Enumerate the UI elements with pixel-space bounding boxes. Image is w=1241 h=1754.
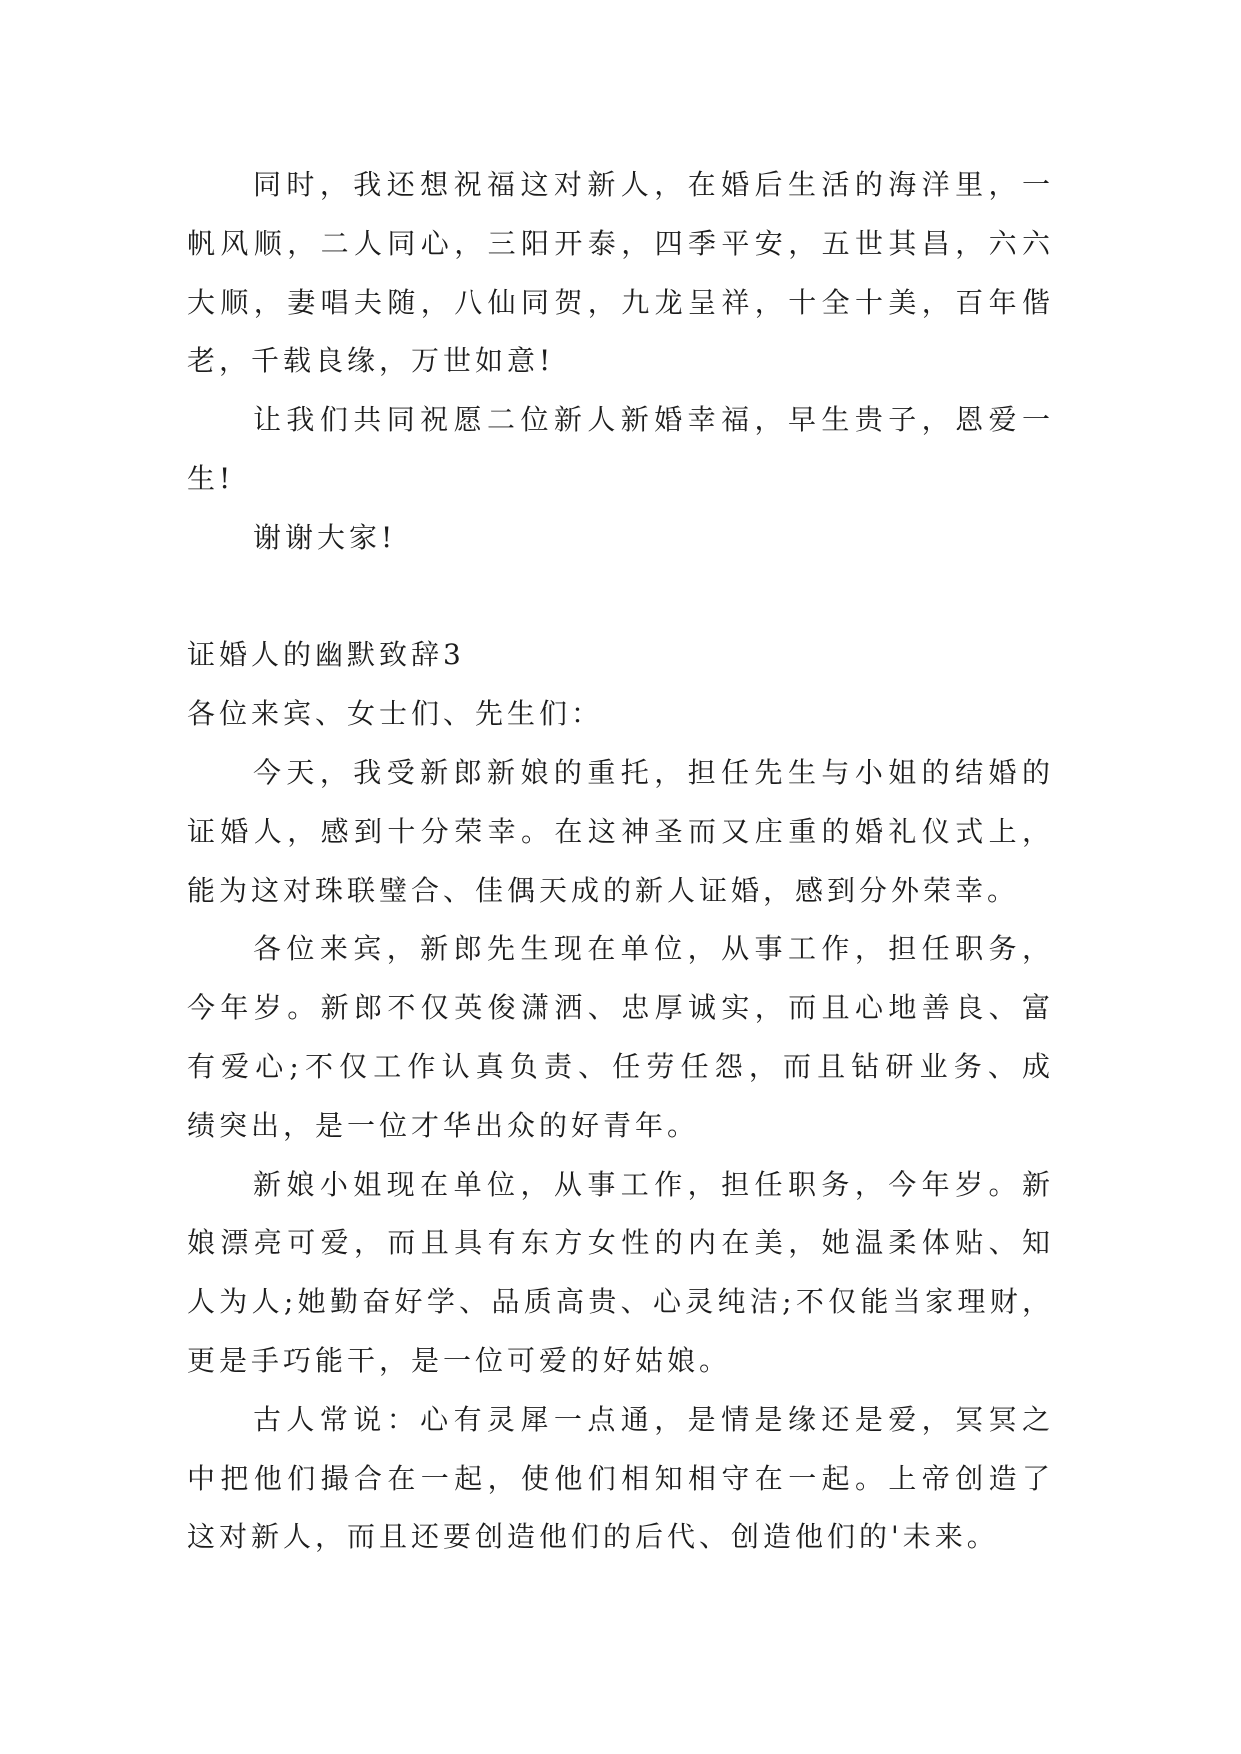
paragraph-destiny [187,1391,1054,1567]
paragraph-bride [187,1156,1054,1391]
paragraph-line: 帆风顺，二人同心，三阳开泰，四季平安，五世其昌，六六 [187,226,1054,260]
salutation: 各位来宾、女士们、先生们： [187,697,604,731]
paragraph-line: 今天，我受新郎新娘的重托，担任先生与小姐的结婚的 [253,755,1054,789]
paragraph-thanks [187,509,1054,568]
paragraph-line: 更是手巧能干，是一位可爱的好姑娘。 [187,1343,732,1377]
paragraph-line: 新娘小姐现在单位，从事工作，担任职务，今年岁。新 [253,1167,1054,1201]
paragraph-line: 今年岁。新郎不仅英俊潇洒、忠厚诚实，而且心地善良、富 [187,991,1054,1025]
paragraph-line: 让我们共同祝愿二位新人新婚幸福，早生贵子，恩爱一 [253,403,1054,437]
paragraph-line: 有爱心;不仅工作认真负责、任劳任怨，而且钻研业务、成 [187,1049,1054,1083]
paragraph-line: 绩突出，是一位才华出众的好青年。 [187,1108,700,1142]
paragraph-line: 谢谢大家! [253,520,397,554]
paragraph-wishes [187,391,1054,509]
paragraph-line: 娘漂亮可爱，而且具有东方女性的内在美，她温柔体贴、知 [187,1226,1054,1260]
paragraph-line: 同时，我还想祝福这对新人，在婚后生活的海洋里，一 [253,168,1054,201]
paragraph-line: 中把他们撮合在一起，使他们相知相守在一起。上帝创造了 [187,1461,1054,1495]
paragraph-line: 证婚人，感到十分荣幸。在这神圣而又庄重的婚礼仪式上， [187,814,1054,848]
paragraph-introduction [187,744,1054,920]
paragraph-line: 生! [187,461,235,495]
paragraph-line: 这对新人，而且还要创造他们的后代、创造他们的'未来。 [187,1520,999,1554]
paragraph-blessing [187,156,1054,391]
paragraph-groom [187,920,1054,1155]
paragraph-line: 能为这对珠联璧合、佳偶天成的新人证婚，感到分外荣幸。 [187,873,1020,907]
paragraph-line: 大顺，妻唱夫随，八仙同贺，九龙呈祥，十全十美，百年偕 [187,285,1054,319]
section-title: 证婚人的幽默致辞3 [187,638,465,672]
paragraph-line: 各位来宾，新郎先生现在单位，从事工作，担任职务， [253,932,1054,966]
paragraph-line: 老，千载良缘，万世如意! [187,344,555,378]
blank-line [187,568,1054,627]
paragraph-line: 人为人;她勤奋好学、品质高贵、心灵纯洁;不仅能当家理财， [187,1285,1054,1319]
paragraph-line: 古人常说：心有灵犀一点通，是情是缘还是爱，冥冥之 [253,1402,1054,1436]
